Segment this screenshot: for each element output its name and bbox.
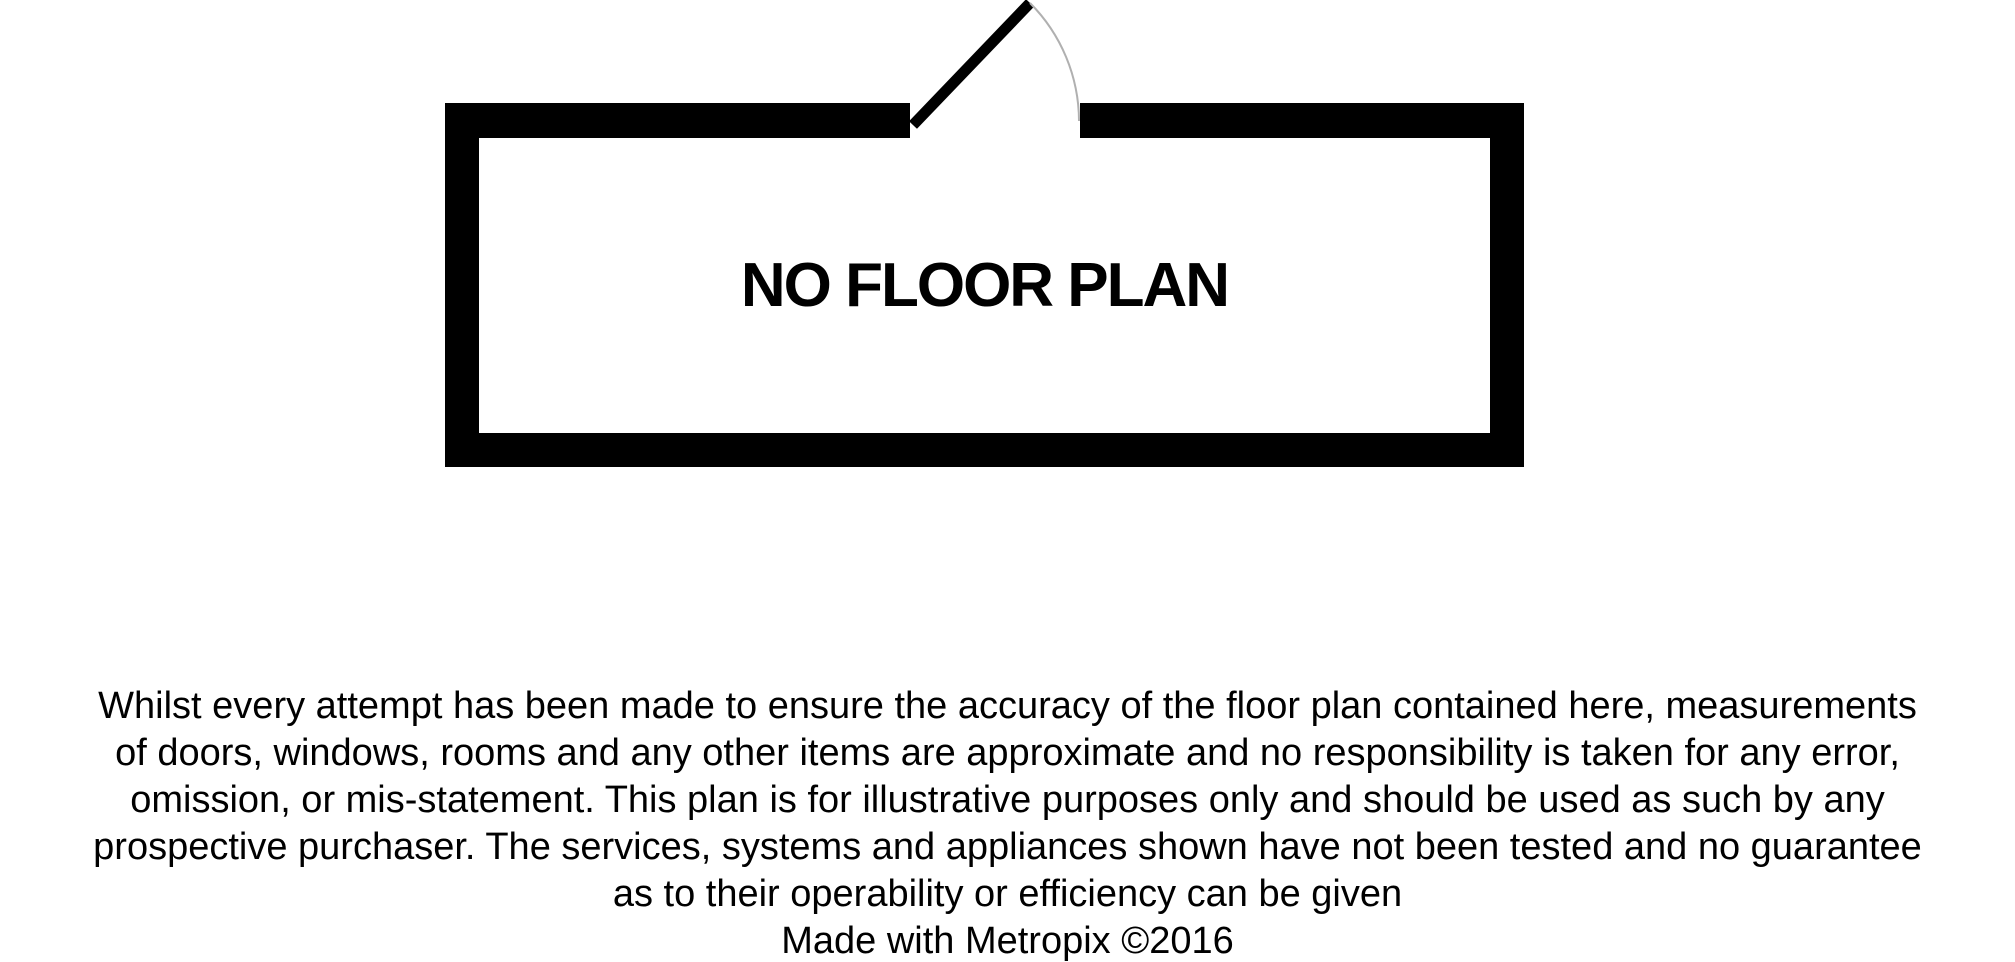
disclaimer-line-4: prospective purchaser. The services, systems and appliances shown have not been tested and no guarantee	[93, 826, 1922, 868]
top-wall-left-segment	[445, 103, 910, 138]
door-swing-arc-icon	[1030, 3, 1079, 121]
disclaimer-line-3: omission, or mis-statement. This plan is for illustrative purposes only and should be used as such by any	[130, 779, 1885, 821]
disclaimer-text	[0, 683, 2015, 962]
no-floor-plan-label: NO FLOOR PLAN	[740, 251, 1229, 320]
top-wall-right-segment	[1080, 103, 1524, 138]
disclaimer-line-2: of doors, windows, rooms and any other items are approximate and no responsibility is taken for any error,	[115, 732, 1900, 774]
bottom-wall	[445, 433, 1524, 467]
disclaimer-line-5: as to their operability or efficiency can be given	[612, 873, 1403, 915]
metropix-attribution: Made with Metropix ©2016	[781, 920, 1234, 962]
door-leaf-icon	[913, 3, 1030, 125]
disclaimer-line-1: Whilst every attempt has been made to ensure the accuracy of the floor plan contained here, measurements	[98, 685, 1917, 727]
